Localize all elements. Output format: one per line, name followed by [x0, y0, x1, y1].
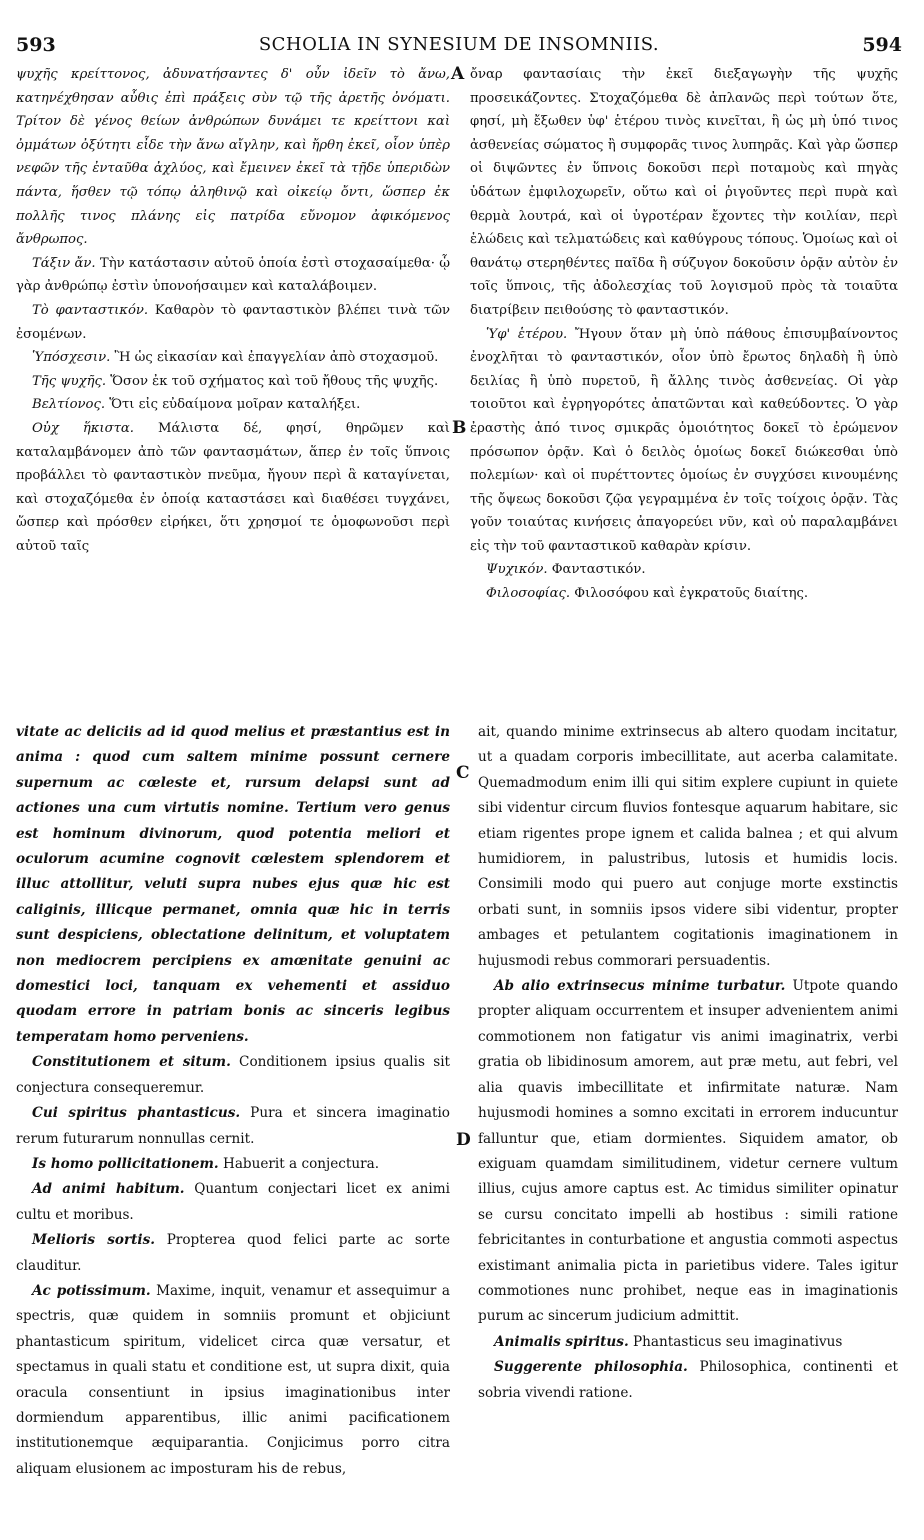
scholion-text: Phantasticus seu imaginativus	[628, 1333, 843, 1350]
lemma: Ad animi habitum.	[32, 1181, 185, 1198]
lemma: Suggerente philosophia.	[494, 1359, 688, 1376]
lemma: Ab alio extrinsecus minime turbatur.	[494, 978, 786, 995]
scholion-text: Ἢ ὡς εἰκασίαν καὶ ἐπαγγελίαν ἀπὸ στοχασμοῦ.	[110, 350, 439, 366]
lemma: Animalis spiritus.	[494, 1333, 629, 1350]
latin-paragraph	[16, 1177, 450, 1228]
lemma: Τάξιν ἄν.	[32, 255, 96, 271]
running-title: SCHOLIA IN SYNESIUM DE INSOMNIIS.	[258, 34, 660, 55]
scholion-text: Τὴν κατάστασιν αὐτοῦ ὁποία ἐστὶ στοχασαίμεθα· ᾧ γὰρ ἀνθρώπῳ ἐστὶν ὑπονοήσαιμεν καὶ καταλάβοιμεν.	[16, 255, 450, 295]
greek-column-left	[16, 63, 450, 558]
scholion-text: Pura et sincera imaginatio rerum futurarum nonnullas cernit.	[16, 1105, 450, 1147]
margin-letter-d: D	[456, 1130, 471, 1150]
greek-paragraph	[16, 417, 450, 559]
scholion-text: Habuerit a conjectura.	[218, 1155, 380, 1172]
lemma: Is homo pollicitationem.	[32, 1155, 219, 1172]
greek-paragraph	[470, 323, 898, 559]
scholion-text: Propterea quod felici parte ac sorte clauditur.	[16, 1232, 451, 1274]
scholion-text: Καθαρὸν τὸ φανταστικὸν βλέπει τινὰ τῶν ἐσομένων.	[16, 302, 450, 342]
greek-column-right	[470, 63, 898, 606]
margin-letter-a: A	[451, 64, 465, 84]
lemma: Melioris sortis.	[32, 1232, 155, 1249]
latin-paragraph	[478, 1355, 898, 1406]
page-number-right: 594	[862, 34, 902, 56]
latin-paragraph	[16, 1279, 450, 1482]
lemma: Τὸ φανταστικόν.	[32, 302, 149, 318]
page-header	[16, 34, 902, 56]
scholion-text: Ἤγουν ὅταν μὴ ὑπὸ πάθους ἐπισυμβαίνοντος ἐνοχλῆται τὸ φανταστικόν, οἷον ὑπὸ ἔρωτος δηλαδὴ ἢ ὑπὸ δειλίας ἢ ὑπὸ πυρετοῦ, ἢ ἄλλης τινὸς ἀσθενείας. Οἱ γὰρ τοιοῦτοι καὶ ἐγρηγορότες ἀπατῶνται καὶ καθεύδοντες. Ὁ γὰρ ἐραστὴς ἀπό τινος σμικρᾶς ὁμοιότητος δοκεῖ τὸ ἐρώμενον πρόσωπον ὁρᾷν. Καὶ ὁ δειλὸς ὁμοίως δοκεῖ διώκεσθαι ὑπὸ πολεμίων· καὶ οἱ πυρέττοντες ὁμοίως ἐν συγχύσει κινουμένης τῆς ὄψεως δοκοῦσι ζῷα γεγραμμένα ἐν τοῖς τοίχοις ὁρᾷν. Τὰς γοῦν τοιαύτας κινήσεις ἀπαγορεύει νῦν, καὶ οὐ παραλαμβάνει εἰς τὴν τοῦ φανταστικοῦ καθαρὰν κρίσιν.	[470, 326, 898, 554]
latin-paragraph: vitate ac deliciis ad id quod melius et præstantius est in anima : quod cum saltem minime possunt cernere supernum ac cœleste et, rursum delapsi sunt ad actiones una cum virtutis nomine. Tertium vero genus est hominum divinorum, quod potentia meliori et oculorum acumine cognovit cœlestem splendorem et illuc attollitur, veluti supra nubes ejus quæ hic est caliginis, illicque permanet, omnia quæ hic in terris sunt despiciens, oblectatione delinitum, et voluptatem non mediocrem percipiens ex amœnitate genuini ac domestici loci, tanquam ex vehementi et assiduo quodam errore in patriam bonis ac sinceris legibus temperatam homo perveniens.	[16, 724, 450, 1045]
scholion-text: Μάλιστα δέ, φησί, θηρῶμεν καὶ καταλαμβάνομεν ἀπὸ τῶν φαντασμάτων, ἅπερ ἐν τοῖς ὕπνοις προβάλλει τὸ φανταστικὸν πνεῦμα, ἤγουν περὶ ἃ καταγίνεται, καὶ στοχαζόμεθα ἐν ὁποίᾳ καταστάσει καὶ διαθέσει τυγχάνει, ὥσπερ καὶ πρόσθεν εἰρήκει, ὅτι χρησμοί τε ὁμοφωνοῦσι περὶ αὐτοῦ ταῖς	[16, 420, 450, 554]
greek-paragraph	[16, 370, 450, 394]
greek-paragraph	[16, 346, 450, 370]
lemma: Ὑφ' ἑτέρου.	[486, 326, 568, 342]
latin-column-right	[478, 720, 898, 1406]
scholion-text: Ὅσον ἐκ τοῦ σχήματος καὶ τοῦ ἤθους τῆς ψυχῆς.	[106, 373, 439, 389]
lemma: Ὑπόσχεσιν.	[32, 350, 111, 366]
lemma: Cui spiritus phantasticus.	[32, 1105, 241, 1122]
lemma: Βελτίονος.	[32, 397, 106, 413]
greek-paragraph	[16, 252, 450, 299]
lemma: Ac potissimum.	[32, 1282, 151, 1299]
lemma: Οὐχ ἥκιστα.	[32, 420, 134, 436]
scholion-text: Φανταστικόν.	[547, 562, 646, 578]
latin-paragraph	[478, 1330, 898, 1355]
scholion-text: Philosophica, continenti et sobria vivendi ratione.	[478, 1359, 899, 1401]
scholion-text: Quantum conjectari licet ex animi cultu et moribus.	[16, 1181, 450, 1223]
latin-paragraph	[16, 1050, 450, 1101]
scholion-text: Ὅτι εἰς εὐδαίμονα μοῖραν καταλήξει.	[105, 397, 361, 413]
latin-paragraph	[478, 974, 898, 1330]
scholion-text: Conditionem ipsius qualis sit conjectura consequeremur.	[16, 1054, 451, 1096]
latin-paragraph	[16, 1228, 450, 1279]
scholion-text: Maxime, inquit, venamur et assequimur a spectris, quæ quidem in somniis promunt et objiciunt phantasticum spiritum, videlicet circa quæ versatur, et spectamus in quali statu et conditione est, ut supra dixit, quia oracula consentiunt in ipsius imaginationibus inter dormiendum apparentibus, illic animi pacificationem institutionemque æquiparantia. Conjicimus porro citra aliquam elusionem ac imposturam his de rebus,	[16, 1282, 450, 1477]
page-number-left: 593	[16, 34, 56, 56]
latin-column-left	[16, 720, 450, 1482]
greek-paragraph	[470, 582, 898, 606]
lemma: Constitutionem et situm.	[32, 1054, 231, 1071]
lemma: Τῆς ψυχῆς.	[32, 373, 107, 389]
latin-paragraph	[16, 1101, 450, 1152]
lemma: Ψυχικόν.	[486, 562, 548, 578]
scholion-text: Utpote quando propter aliquam occurrentem et insuper advenientem animi commotionem non fatigatur vis animi imaginatrix, verbi gratia ob libidinosum amorem, aut præ metu, aut febri, vel alia quavis imbecillitate et infirmitate naturæ. Nam hujusmodi homines a somno excitati in errorem inducuntur falluntur que, etiam dormientes. Siquidem amator, ob exiguam quamdam similitudinem, videtur cernere vultum illius, cujus amore captus est. Ac timidus similiter opinatur se cursu concitato impelli ab hostibus : simili ratione febricitantes in conturbatione et angustia commoti aspectus existimant animalia picta in parietibus videre. Tales igitur commotiones nunc prohibet, neque eas in imaginationis purum ac sincerum judicium admittit.	[478, 978, 898, 1325]
greek-paragraph	[16, 393, 450, 417]
scholion-text: Φιλοσόφου καὶ ἐγκρατοῦς διαίτης.	[570, 586, 809, 602]
margin-letter-b: B	[452, 418, 467, 438]
latin-paragraph: ait, quando minime extrinsecus ab altero quodam incitatur, ut a quadam corporis imbecillitate, aut acerba calamitate. Quemadmodum enim illi qui sitim explere cupiunt in quiete sibi videntur circum fluvios fontesque aquarum habitare, sic etiam rigentes prope ignem et calida balnea ; et qui alvum humidiorem, in palustribus, lutosis et humidis locis. Consimili modo qui puero aut conjuge morte exstinctis orbati sunt, in somniis ipsos videre sibi videntur, propter ambages et petulantem cogitationis imaginationem in hujusmodi rebus commorari persuadentis.	[478, 724, 898, 969]
greek-paragraph	[16, 299, 450, 346]
margin-letter-c: C	[456, 763, 470, 783]
greek-paragraph: ὄναρ φαντασίαις τὴν ἐκεῖ διεξαγωγὴν τῆς ψυχῆς προσεικάζοντες. Στοχαζόμεθα δὲ ἀπλανῶς περὶ τούτων ὅτε, φησί, μὴ ἔξωθεν ὑφ' ἑτέρου τινὸς κινεῖται, ἢ ὡς μὴ ὑπό τινος ἀσθενείας σώματος ἢ συμφορᾶς τινος λυπηρᾶς. Καὶ γὰρ ὥσπερ οἱ διψῶντες ἐν ὕπνοις δοκοῦσι περὶ ποταμοὺς καὶ πηγὰς ὑδάτων ἐμφιλοχωρεῖν, οὕτω καὶ οἱ ῥιγοῦντες περὶ πυρὰ καὶ θερμὰ λουτρά, καὶ οἱ ὑγροτέραν ἔχοντες τὴν κοιλίαν, περὶ ἑλώδεις καὶ τελματώδεις καὶ καθύγρους τόπους. Ὁμοίως καὶ οἱ θανάτῳ στερηθέντες παῖδα ἢ σύζυγον δοκοῦσιν ὁρᾷν αὐτὸν ἐν τοῖς ὕπνοις, τῆς ἀδολεσχίας τοῦ λογισμοῦ πρὸς τὰ τοιαῦτα διατρίβειν πειθούσης τὸ φανταστικόν.	[470, 67, 898, 318]
latin-paragraph	[16, 1152, 450, 1177]
lemma: Φιλοσοφίας.	[486, 586, 571, 602]
greek-paragraph	[470, 558, 898, 582]
greek-paragraph: ψυχῆς κρείττονος, ἀδυνατήσαντες δ' οὖν ἰδεῖν τὸ ἄνω, κατηνέχθησαν αὖθις ἐπὶ πράξεις σὺν τῷ τῆς ἀρετῆς ὀνόματι. Τρίτον δὲ γένος θείων ἀνθρώπων δυνάμει τε κρείττονι καὶ ὀμμάτων ὀξύτητι εἶδε τὴν ἄνω αἴγλην, καὶ ἤρθη ἐκεῖ, οἷον ὑπὲρ νεφῶν τῆς ἐνταῦθα ἀχλύος, καὶ ἔμεινεν ἐκεῖ τὰ τῇδε ὑπεριδὼν πάντα, ἥσθεν τῷ τόπῳ ἀληθινῷ καὶ οἰκείῳ ὄντι, ὥσπερ ἐκ πολλῆς τινος πλάνης εἰς πατρίδα εὔνομον ἀφικόμενος ἄνθρωπος.	[16, 67, 450, 248]
